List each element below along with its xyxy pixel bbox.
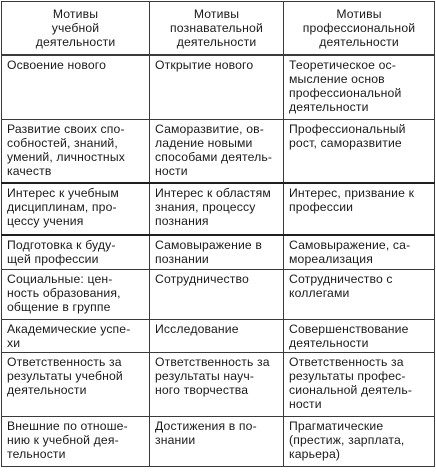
table-cell: Совершенствование деятельности [284,319,435,352]
table-cell: Интерес к учебным дисциплинам, про- цессу учения [2,183,150,235]
table-cell: Развитие своих спо- собностей, знаний, умений, личностных качеств [2,119,150,183]
table-cell: Профессиональный рост, саморазвитие [284,119,435,183]
table-cell: Интерес к областям знания, процессу познания [150,183,284,235]
table-row [2,183,435,235]
table-row [2,416,435,466]
table-cell: Сотрудничество [150,269,284,319]
motives-comparison-table [1,1,435,467]
table-row [2,269,435,319]
table-cell: Сотрудничество с коллегами [284,269,435,319]
table-row [2,55,435,119]
table-cell: Ответственность за результаты профес- сиональной деятель- ности [284,352,435,416]
table-cell: Самовыражение в познании [150,235,284,269]
table-cell: Академические успе- хи [2,319,150,352]
table-cell: Самовыражение, са- мореализация [284,235,435,269]
table-cell: Социальные: цен- ность образования, общение в группе [2,269,150,319]
table-cell: Подготовка к буду- щей профессии [2,235,150,269]
table-cell: Внешние по отноше- нию к учебной дея- тельности [2,416,150,466]
table-cell: Ответственность за результаты науч- ного творчества [150,352,284,416]
table-cell: Достижения в по- знании [150,416,284,466]
table-row [2,119,435,183]
table-cell: Исследование [150,319,284,352]
table-row [2,319,435,352]
table-cell: Саморазвитие, ов- ладение новыми способами деятель- ности [150,119,284,183]
header-learning-motives: Мотивы учебной деятельности [2,2,150,56]
table-cell: Ответственность за результаты учебной деятельности [2,352,150,416]
table-row [2,352,435,416]
table-row [2,235,435,269]
table-header-row [2,2,435,56]
table-cell: Открытие нового [150,55,284,119]
table-cell: Интерес, призвание к профессии [284,183,435,235]
header-cognitive-motives: Мотивы познавательной деятельности [150,2,284,56]
table-cell: Освоение нового [2,55,150,119]
header-professional-motives: Мотивы профессиональной деятельности [284,2,435,56]
table-cell: Прагматические (престиж, зарплата, карьера) [284,416,435,466]
table-cell: Теоретическое ос- мысление основ профессиональной деятельности [284,55,435,119]
